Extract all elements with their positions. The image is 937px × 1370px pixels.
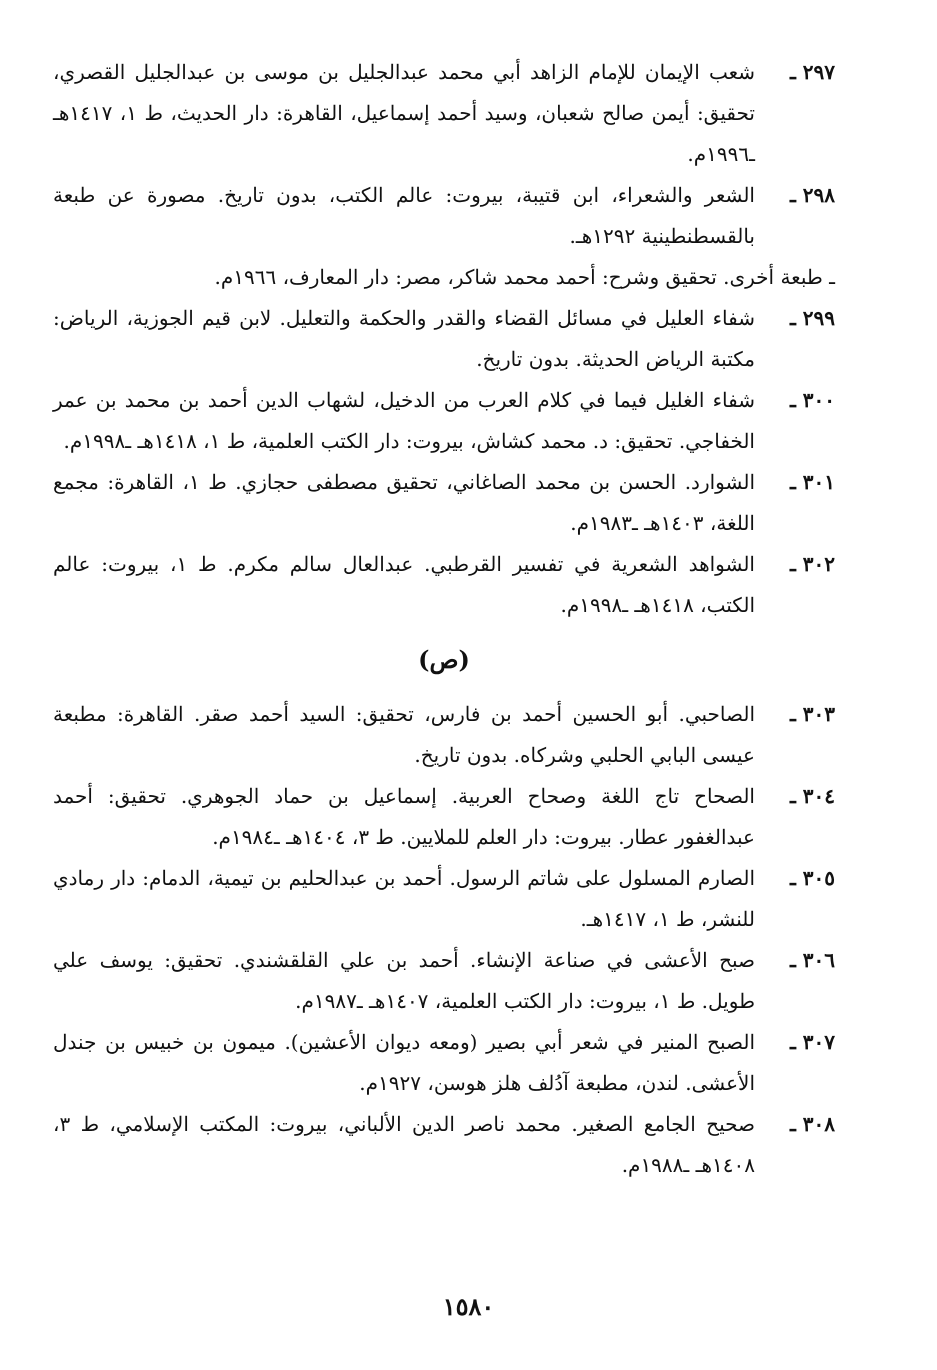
entry-text: صبح الأعشى في صناعة الإنشاء. أحمد بن علي القلقشندي. تحقيق: يوسف علي طويل. ط ١، بيروت: دار الكتب العلمية، ١٤٠٧هـ ـ١٩٨٧م. xyxy=(53,948,755,1013)
entry-number: ٣٠٨ ـ xyxy=(789,1112,835,1136)
bibliography-entry xyxy=(53,776,835,858)
entry-text: الشواهد الشعرية في تفسير القرطبي. عبدالعال سالم مكرم. ط ١، بيروت: عالم الكتب، ١٤١٨هـ ـ١٩٩٨م. xyxy=(53,552,755,617)
sub-entry-other-edition: ـ طبعة أخرى. تحقيق وشرح: أحمد محمد شاكر، مصر: دار المعارف، ١٩٦٦م. xyxy=(214,265,835,289)
bibliography-entry xyxy=(53,858,835,940)
page-number: ١٥٨٠ xyxy=(442,1292,495,1321)
bibliography-entry xyxy=(53,298,835,380)
entry-text: الشعر والشعراء، ابن قتيبة، بيروت: عالم الكتب، بدون تاريخ. مصورة عن طبعة بالقسطنطينية ١٢٩٢هـ. xyxy=(53,183,755,248)
bibliography-entry xyxy=(53,1022,835,1104)
entry-text: شعب الإيمان للإمام الزاهد أبي محمد عبدالجليل بن موسى بن عبدالجليل القصري، تحقيق: أيمن صالح شعبان، وسيد أحمد إسماعيل، القاهرة: دار الحديث، ط ١، ١٤١٧هـ ـ١٩٩٦م. xyxy=(53,60,755,166)
entry-number: ٣٠٣ ـ xyxy=(789,702,835,726)
bibliography-page xyxy=(53,52,835,1186)
entry-text: شفاء العليل في مسائل القضاء والقدر والحكمة والتعليل. لابن قيم الجوزية، الرياض: مكتبة الرياض الحديثة. بدون تاريخ. xyxy=(53,306,755,371)
entry-number: ٣٠٧ ـ xyxy=(789,1030,835,1054)
entry-number: ٢٩٧ ـ xyxy=(789,60,835,84)
entry-number: ٣٠٦ ـ xyxy=(789,948,835,972)
entry-number: ٣٠٥ ـ xyxy=(789,866,835,890)
entry-number: ٣٠١ ـ xyxy=(789,470,835,494)
bibliography-entry xyxy=(53,940,835,1022)
entry-number: ٢٩٩ ـ xyxy=(789,306,835,330)
bibliography-entry xyxy=(53,544,835,626)
entry-number: ٣٠٤ ـ xyxy=(789,784,835,808)
bibliography-entry xyxy=(53,694,835,776)
bibliography-entry xyxy=(53,462,835,544)
bibliography-entry xyxy=(53,52,835,175)
bibliography-entry xyxy=(53,175,835,257)
entry-text: صحيح الجامع الصغير. محمد ناصر الدين الألباني، بيروت: المكتب الإسلامي، ط ٣، ١٤٠٨هـ ـ١٩٨٨م. xyxy=(53,1112,755,1177)
entry-text: شفاء الغليل فيما في كلام العرب من الدخيل، لشهاب الدين أحمد بن محمد بن عمر الخفاجي. تحقيق: د. محمد كشاش، بيروت: دار الكتب العلمية، ط ١، ١٤١٨هـ ـ١٩٩٨م. xyxy=(53,388,755,453)
entry-text: الصبح المنير في شعر أبي بصير (ومعه ديوان الأعشين). ميمون بن خبيس بن جندل الأعشى. لندن، مطبعة آدُلف هلز هوسن، ١٩٢٧م. xyxy=(53,1030,755,1095)
bibliography-entry xyxy=(53,380,835,462)
entry-number: ٢٩٨ ـ xyxy=(789,183,835,207)
entry-number: ٣٠٠ ـ xyxy=(789,388,835,412)
bibliography-entry xyxy=(53,1104,835,1186)
entry-number: ٣٠٢ ـ xyxy=(789,552,835,576)
entry-text: الشوارد. الحسن بن محمد الصاغاني، تحقيق مصطفى حجازي. ط ١، القاهرة: مجمع اللغة، ١٤٠٣هـ ـ١٩٨٣م. xyxy=(53,470,756,535)
section-header: (ص) xyxy=(418,645,470,674)
entry-text: الصارم المسلول على شاتم الرسول. أحمد بن عبدالحليم بن تيمية، الدمام: دار رمادي للنشر، ط ١، ١٤١٧هـ. xyxy=(53,866,755,931)
entry-text: الصحاح تاج اللغة وصحاح العربية. إسماعيل بن حماد الجوهري. تحقيق: أحمد عبدالغفور عطار. بيروت: دار العلم للملايين. ط ٣، ١٤٠٤هـ ـ١٩٨٤م. xyxy=(53,784,755,849)
entry-text: الصاحبي. أبو الحسين أحمد بن فارس، تحقيق: السيد أحمد صقر. القاهرة: مطبعة عيسى البابي الحلبي وشركاه. بدون تاريخ. xyxy=(53,702,755,767)
